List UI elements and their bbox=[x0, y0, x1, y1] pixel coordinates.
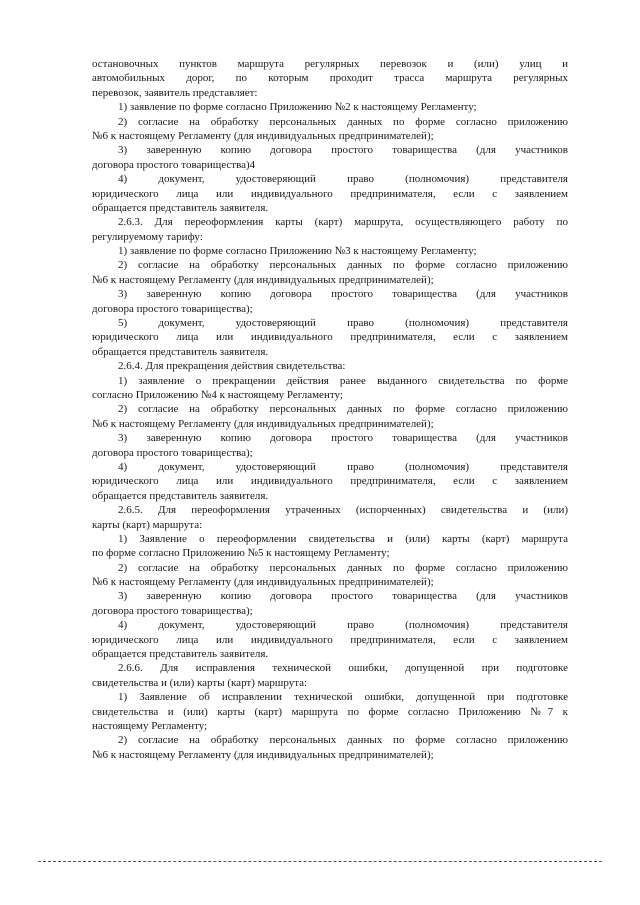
text-line: юридического лица или индивидуального предпринимателя, если с заявлением bbox=[92, 187, 568, 200]
text-line: договора простого товарищества); bbox=[92, 446, 253, 459]
text-line: №6 к настоящему Регламенту (для индивидуальных предпринимателей); bbox=[92, 748, 434, 761]
text-line: №6 к настоящему Регламенту (для индивидуальных предпринимателей); bbox=[92, 576, 434, 589]
text-line: 2.6.4. Для прекращения действия свидетельства: bbox=[118, 360, 346, 373]
text-line: 1) заявление о прекращении действия ранее выданного свидетельства по форме bbox=[118, 374, 568, 387]
text-line: юридического лица или индивидуального предпринимателя, если с заявлением bbox=[92, 633, 568, 646]
text-line: 5) документ, удостоверяющий право (полномочия) представителя bbox=[118, 317, 568, 330]
text-line: 2) согласие на обработку персональных данных по форме согласно приложению bbox=[118, 115, 568, 128]
text-line: 1) Заявление о переоформлении свидетельства и (или) карты (карт) маршрута bbox=[118, 532, 568, 545]
text-line: 2) согласие на обработку персональных данных по форме согласно приложению bbox=[118, 561, 568, 574]
document-body bbox=[92, 57, 568, 762]
text-line: перевозок, заявитель представляет: bbox=[92, 86, 258, 99]
text-line: 3) заверенную копию договора простого товарищества (для участников bbox=[118, 288, 568, 301]
text-line: 2) согласие на обработку персональных данных по форме согласно приложению bbox=[118, 403, 568, 416]
text-line: 1) заявление по форме согласно Приложению №3 к настоящему Регламенту; bbox=[118, 245, 477, 258]
text-line: 2) согласие на обработку персональных данных по форме согласно приложению bbox=[118, 734, 568, 747]
text-line: обращается представитель заявителя. bbox=[92, 345, 269, 358]
text-line: 1) заявление по форме согласно Приложению №2 к настоящему Регламенту; bbox=[118, 101, 477, 114]
text-line: свидетельства и (или) карты (карт) маршрута по форме согласно Приложению №7 к bbox=[92, 705, 568, 718]
text-line: карты (карт) маршрута: bbox=[92, 518, 203, 531]
text-line: юридического лица или индивидуального предпринимателя, если с заявлением bbox=[92, 331, 568, 344]
text-line: №6 к настоящему Регламенту (для индивидуальных предпринимателей); bbox=[92, 129, 434, 142]
text-line: 2.6.5. Для переоформления утраченных (испорченных) свидетельства и (или) bbox=[118, 504, 568, 517]
text-line: 3) заверенную копию договора простого товарищества (для участников bbox=[118, 144, 568, 157]
text-line: обращается представитель заявителя. bbox=[92, 201, 269, 214]
text-line: обращается представитель заявителя. bbox=[92, 489, 269, 502]
text-line: остановочных пунктов маршрута регулярных перевозок и (или) улиц и bbox=[92, 58, 568, 70]
text-line: 4) документ, удостоверяющий право (полномочия) представителя bbox=[118, 460, 568, 473]
text-line: 3) заверенную копию договора простого товарищества (для участников bbox=[118, 590, 568, 603]
text-line: 3) заверенную копию договора простого товарищества (для участников bbox=[118, 432, 568, 445]
text-line: договора простого товарищества); bbox=[92, 302, 253, 315]
text-line: настоящему Регламенту; bbox=[92, 719, 208, 732]
text-line: 2.6.3. Для переоформления карты (карт) маршрута, осуществляющего работу по bbox=[118, 216, 568, 229]
text-line: 4) документ, удостоверяющий право (полномочия) представителя bbox=[118, 619, 568, 632]
text-line: 4) документ, удостоверяющий право (полномочия) представителя bbox=[118, 173, 568, 186]
text-line: №6 к настоящему Регламенту (для индивидуальных предпринимателей); bbox=[92, 417, 434, 430]
text-line: автомобильных дорог, по которым проходит трасса маршрута регулярных bbox=[92, 72, 568, 85]
text-line: договора простого товарищества)4 bbox=[92, 158, 256, 171]
text-line: юридического лица или индивидуального предпринимателя, если с заявлением bbox=[92, 475, 568, 488]
text-line: договора простого товарищества); bbox=[92, 604, 253, 617]
text-line: свидетельства и (или) карты (карт) маршрута: bbox=[92, 676, 308, 689]
text-line: обращается представитель заявителя. bbox=[92, 648, 269, 661]
text-line: регулируемому тарифу: bbox=[92, 230, 203, 243]
text-line: по форме согласно Приложению №5 к настоящему Регламенту; bbox=[92, 547, 390, 560]
text-line: 1) Заявление об исправлении технической ошибки, допущенной при подготовке bbox=[118, 691, 568, 704]
text-line: 2.6.6. Для исправления технической ошибки, допущенной при подготовке bbox=[118, 662, 568, 675]
text-line: №6 к настоящему Регламенту (для индивидуальных предпринимателей); bbox=[92, 273, 434, 286]
bottom-divider bbox=[38, 861, 602, 862]
text-line: согласно Приложению №4 к настоящему Регламенту; bbox=[92, 388, 343, 401]
text-line: 2) согласие на обработку персональных данных по форме согласно приложению bbox=[118, 259, 568, 272]
